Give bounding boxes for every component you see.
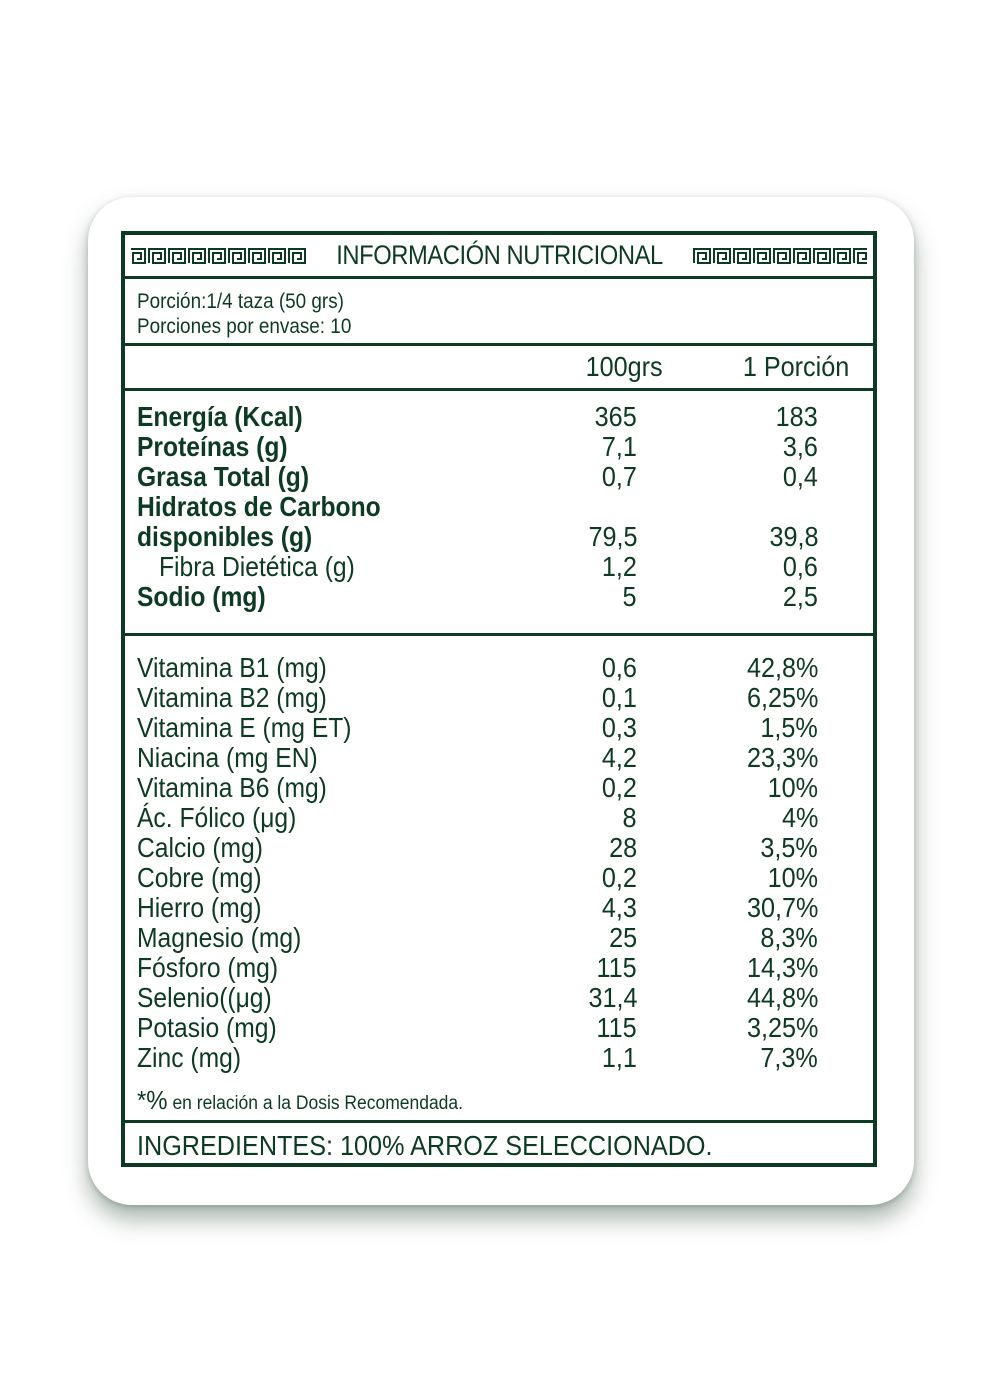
greek-key-icon	[713, 248, 731, 264]
greek-key-icon	[208, 248, 226, 264]
value-per-portion: 44,8%	[746, 982, 818, 1013]
nutrient-row	[125, 803, 873, 833]
greek-key-icon	[188, 248, 206, 264]
value-per-100g: 0,3	[601, 712, 637, 743]
greek-key-icon	[168, 248, 186, 264]
value-per-100g: 0,1	[601, 682, 637, 713]
value-per-portion: 0,6	[782, 551, 818, 582]
value-per-portion: 10%	[767, 772, 818, 803]
value-per-portion: 0,4	[782, 461, 818, 492]
nutrient-name: Energía (Kcal)	[137, 401, 303, 432]
value-per-100g: 1,2	[601, 551, 637, 582]
nutrient-name: Grasa Total (g)	[137, 461, 310, 492]
greek-key-icon	[228, 248, 246, 264]
value-per-portion: 3,5%	[760, 832, 818, 863]
nutrient-name: Magnesio (mg)	[137, 922, 302, 953]
nutrient-name: Potasio (mg)	[137, 1012, 277, 1043]
vitamin-mineral-list	[125, 653, 873, 1073]
value-per-100g: 0,6	[601, 652, 637, 683]
nutrient-name: Calcio (mg)	[137, 832, 263, 863]
footnote	[137, 1085, 463, 1116]
value-per-portion: 23,3%	[746, 742, 818, 773]
nutrient-row	[125, 923, 873, 953]
nutrient-row	[125, 653, 873, 683]
nutrition-label	[121, 231, 877, 1167]
divider-header	[125, 388, 873, 391]
value-per-100g: 7,1	[601, 431, 637, 462]
nutrient-name: Zinc (mg)	[137, 1042, 242, 1073]
value-per-portion: 14,3%	[746, 952, 818, 983]
value-per-portion: 2,5	[782, 581, 818, 612]
greek-key-icon	[693, 248, 711, 264]
nutrient-name: disponibles (g)	[137, 521, 313, 552]
value-per-100g: 31,4	[587, 982, 637, 1013]
value-per-100g: 28	[608, 832, 637, 863]
value-per-100g: 0,2	[601, 772, 637, 803]
value-per-100g: 4,2	[601, 742, 637, 773]
nutrient-row	[125, 743, 873, 773]
greek-key-icon	[248, 248, 266, 264]
footnote-mark: *%	[137, 1085, 168, 1115]
value-per-100g: 1,1	[601, 1042, 637, 1073]
macro-nutrient-list	[125, 402, 873, 612]
nutrient-name: Vitamina B6 (mg)	[137, 772, 327, 803]
value-per-100g: 4,3	[601, 892, 637, 923]
value-per-portion: 7,3%	[760, 1042, 818, 1073]
value-per-portion: 6,25%	[746, 682, 818, 713]
value-per-100g: 79,5	[587, 521, 637, 552]
serving-info	[137, 289, 351, 339]
value-per-portion: 3,25%	[746, 1012, 818, 1043]
value-per-portion: 3,6	[782, 431, 818, 462]
nutrient-name: Proteínas (g)	[137, 431, 288, 462]
value-per-100g: 25	[608, 922, 637, 953]
greek-key-icon	[148, 248, 166, 264]
value-per-100g: 115	[596, 1012, 637, 1043]
greek-key-icon	[733, 248, 751, 264]
greek-key-icon	[793, 248, 811, 264]
nutrient-row	[125, 522, 873, 552]
nutrient-row	[125, 1043, 873, 1073]
nutrient-row	[125, 713, 873, 743]
nutrient-row	[125, 833, 873, 863]
value-per-100g: 115	[596, 952, 637, 983]
nutrient-name: Fibra Dietética (g)	[159, 551, 355, 582]
nutrient-row	[125, 773, 873, 803]
value-per-portion: 39,8	[768, 521, 818, 552]
column-header-portion: 1 Porción	[742, 351, 849, 382]
value-per-portion: 42,8%	[746, 652, 818, 683]
value-per-100g: 0,7	[601, 461, 637, 492]
nutrient-row	[125, 462, 873, 492]
value-per-100g: 365	[594, 401, 637, 432]
greek-key-icon	[131, 248, 146, 264]
greek-key-border-left	[131, 247, 306, 265]
servings-per-container: Porciones por envase: 10	[137, 315, 352, 338]
nutrient-name: Fósforo (mg)	[137, 952, 279, 983]
value-per-portion: 8,3%	[760, 922, 818, 953]
nutrient-row	[125, 983, 873, 1013]
nutrient-name: Cobre (mg)	[137, 862, 262, 893]
value-per-portion: 1,5%	[760, 712, 818, 743]
nutrient-row	[125, 683, 873, 713]
greek-key-icon	[268, 248, 286, 264]
nutrient-row	[125, 893, 873, 923]
greek-key-icon	[853, 248, 868, 264]
greek-key-icon	[753, 248, 771, 264]
nutrient-name: Selenio((μg)	[137, 982, 272, 1013]
nutrient-row	[125, 492, 873, 522]
value-per-100g: 8	[622, 802, 637, 833]
divider-ingredients	[125, 1120, 873, 1123]
column-header-100g: 100grs	[585, 351, 663, 382]
divider-vitamins	[125, 633, 873, 636]
nutrient-name: Niacina (mg EN)	[137, 742, 318, 773]
title-bar	[125, 235, 873, 279]
nutrient-row	[125, 432, 873, 462]
nutrient-name: Sodio (mg)	[137, 581, 266, 612]
greek-key-icon	[833, 248, 851, 264]
nutrient-name: Vitamina E (mg ET)	[137, 712, 352, 743]
value-per-100g: 0,2	[601, 862, 637, 893]
nutrient-row	[125, 953, 873, 983]
nutrient-name: Hidratos de Carbono	[137, 491, 381, 522]
greek-key-icon	[813, 248, 831, 264]
nutrient-row	[125, 863, 873, 893]
value-per-portion: 183	[775, 401, 818, 432]
nutrient-name: Ác. Fólico (μg)	[137, 802, 297, 833]
nutrient-name: Vitamina B1 (mg)	[137, 652, 327, 683]
footnote-text: en relación a la Dosis Recomendada.	[167, 1093, 463, 1114]
greek-key-icon	[288, 248, 306, 264]
divider-serving	[125, 343, 873, 346]
nutrient-row	[125, 402, 873, 432]
value-per-portion: 30,7%	[746, 892, 818, 923]
nutrient-row	[125, 1013, 873, 1043]
label-title: INFORMACIÓN NUTRICIONAL	[335, 240, 663, 270]
nutrient-name: Vitamina B2 (mg)	[137, 682, 327, 713]
nutrient-row	[125, 582, 873, 612]
value-per-100g: 5	[622, 581, 637, 612]
nutrient-row	[125, 552, 873, 582]
greek-key-icon	[773, 248, 791, 264]
greek-key-border-right	[693, 247, 868, 265]
serving-size: Porción:1/4 taza (50 grs)	[137, 290, 344, 313]
nutrient-name: Hierro (mg)	[137, 892, 262, 923]
ingredients-text: INGREDIENTES: 100% ARROZ SELECCIONADO.	[137, 1130, 713, 1161]
value-per-portion: 4%	[781, 802, 818, 833]
value-per-portion: 10%	[767, 862, 818, 893]
